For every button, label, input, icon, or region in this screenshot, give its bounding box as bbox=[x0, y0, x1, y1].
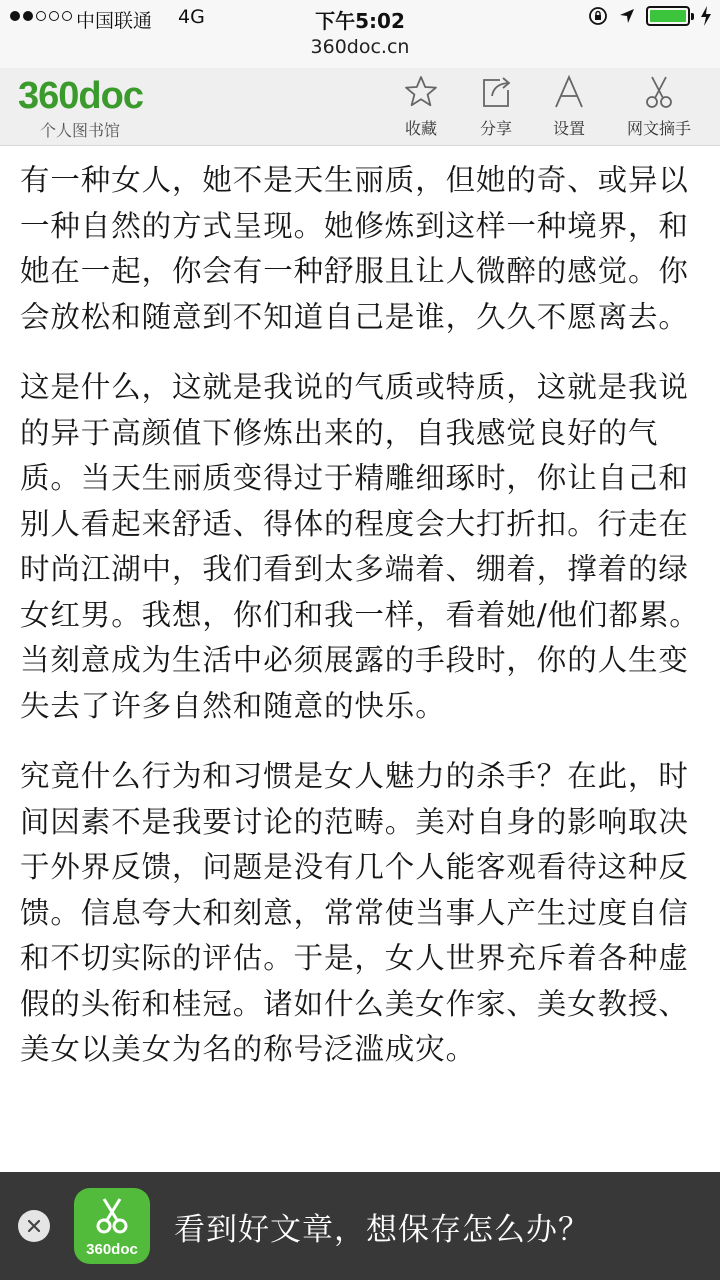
app-icon[interactable] bbox=[74, 1188, 150, 1264]
site-logo[interactable] bbox=[18, 76, 143, 141]
article-paragraph: 这是什么，这就是我说的气质或特质，这就是我说的异于高颜值下修炼出来的，自我感觉良好的气质。当天生丽质变得过于精雕细琢时，你让自己和别人看起来舒适、得体的程度会大打折扣。行走在时尚江湖中，我们看到太多端着、绷着，撑着的绿女红男。我想，你们和我一样，看着她/他们都累。当刻意成为生活中必须展露的手段时，你的人生变失去了许多自然和随意的快乐。 bbox=[20, 370, 700, 723]
scissors-icon bbox=[641, 74, 677, 110]
charging-bolt-icon bbox=[700, 6, 712, 26]
share-icon bbox=[478, 74, 514, 110]
favorite-button[interactable]: 收藏 bbox=[376, 74, 466, 139]
location-arrow-icon bbox=[618, 7, 636, 25]
close-banner-button[interactable] bbox=[18, 1210, 50, 1242]
article-paragraph: 究竟什么行为和习惯是女人魅力的杀手？在此，时间因素不是我要讨论的范畴。美对自身的影响取决于外界反馈，问题是没有几个人能客观看待这种反馈。信息夸大和刻意，常常使当事人产生过度自信和不切实际的评估。于是，女人世界充斥着各种虚假的头衔和桂冠。诸如什么美女作家、美女教授、美女以美女为名的称号泛滥成灾。 bbox=[20, 759, 689, 1066]
status-time: 下午5:02 bbox=[315, 9, 405, 33]
status-bar bbox=[0, 0, 720, 68]
rotation-lock-icon bbox=[588, 6, 608, 26]
banner-message[interactable]: 看到好文章，想保存怎么办？ bbox=[174, 1212, 590, 1248]
scissors-icon bbox=[92, 1196, 132, 1236]
brand-name: 360doc bbox=[18, 75, 143, 117]
carrier-name: 中国联通 bbox=[76, 10, 153, 32]
settings-button[interactable]: 设置 bbox=[524, 74, 614, 139]
app-promo-banner[interactable] bbox=[0, 1172, 720, 1280]
address-bar-url[interactable]: 360doc.cn bbox=[310, 36, 410, 58]
network-type: 4G bbox=[178, 6, 205, 28]
brand-subtitle: 个人图书馆 bbox=[40, 121, 121, 140]
app-icon-label: 360doc bbox=[86, 1241, 138, 1258]
battery-icon bbox=[646, 6, 690, 26]
close-icon bbox=[26, 1218, 42, 1234]
article-body bbox=[20, 158, 704, 1098]
article-paragraph: 有一种女人，她不是天生丽质，但她的奇、或异以一种自然的方式呈现。她修炼到这样一种境界，和她在一起，你会有一种舒服且让人微醉的感觉。你会放松和随意到不知道自己是谁，久久不愿离去。 bbox=[20, 163, 689, 334]
font-icon bbox=[551, 74, 587, 110]
web-clipper-button[interactable]: 网文摘手 bbox=[614, 74, 704, 139]
star-icon bbox=[403, 74, 439, 110]
share-button[interactable]: 分享 bbox=[451, 74, 541, 139]
site-toolbar bbox=[0, 68, 720, 146]
